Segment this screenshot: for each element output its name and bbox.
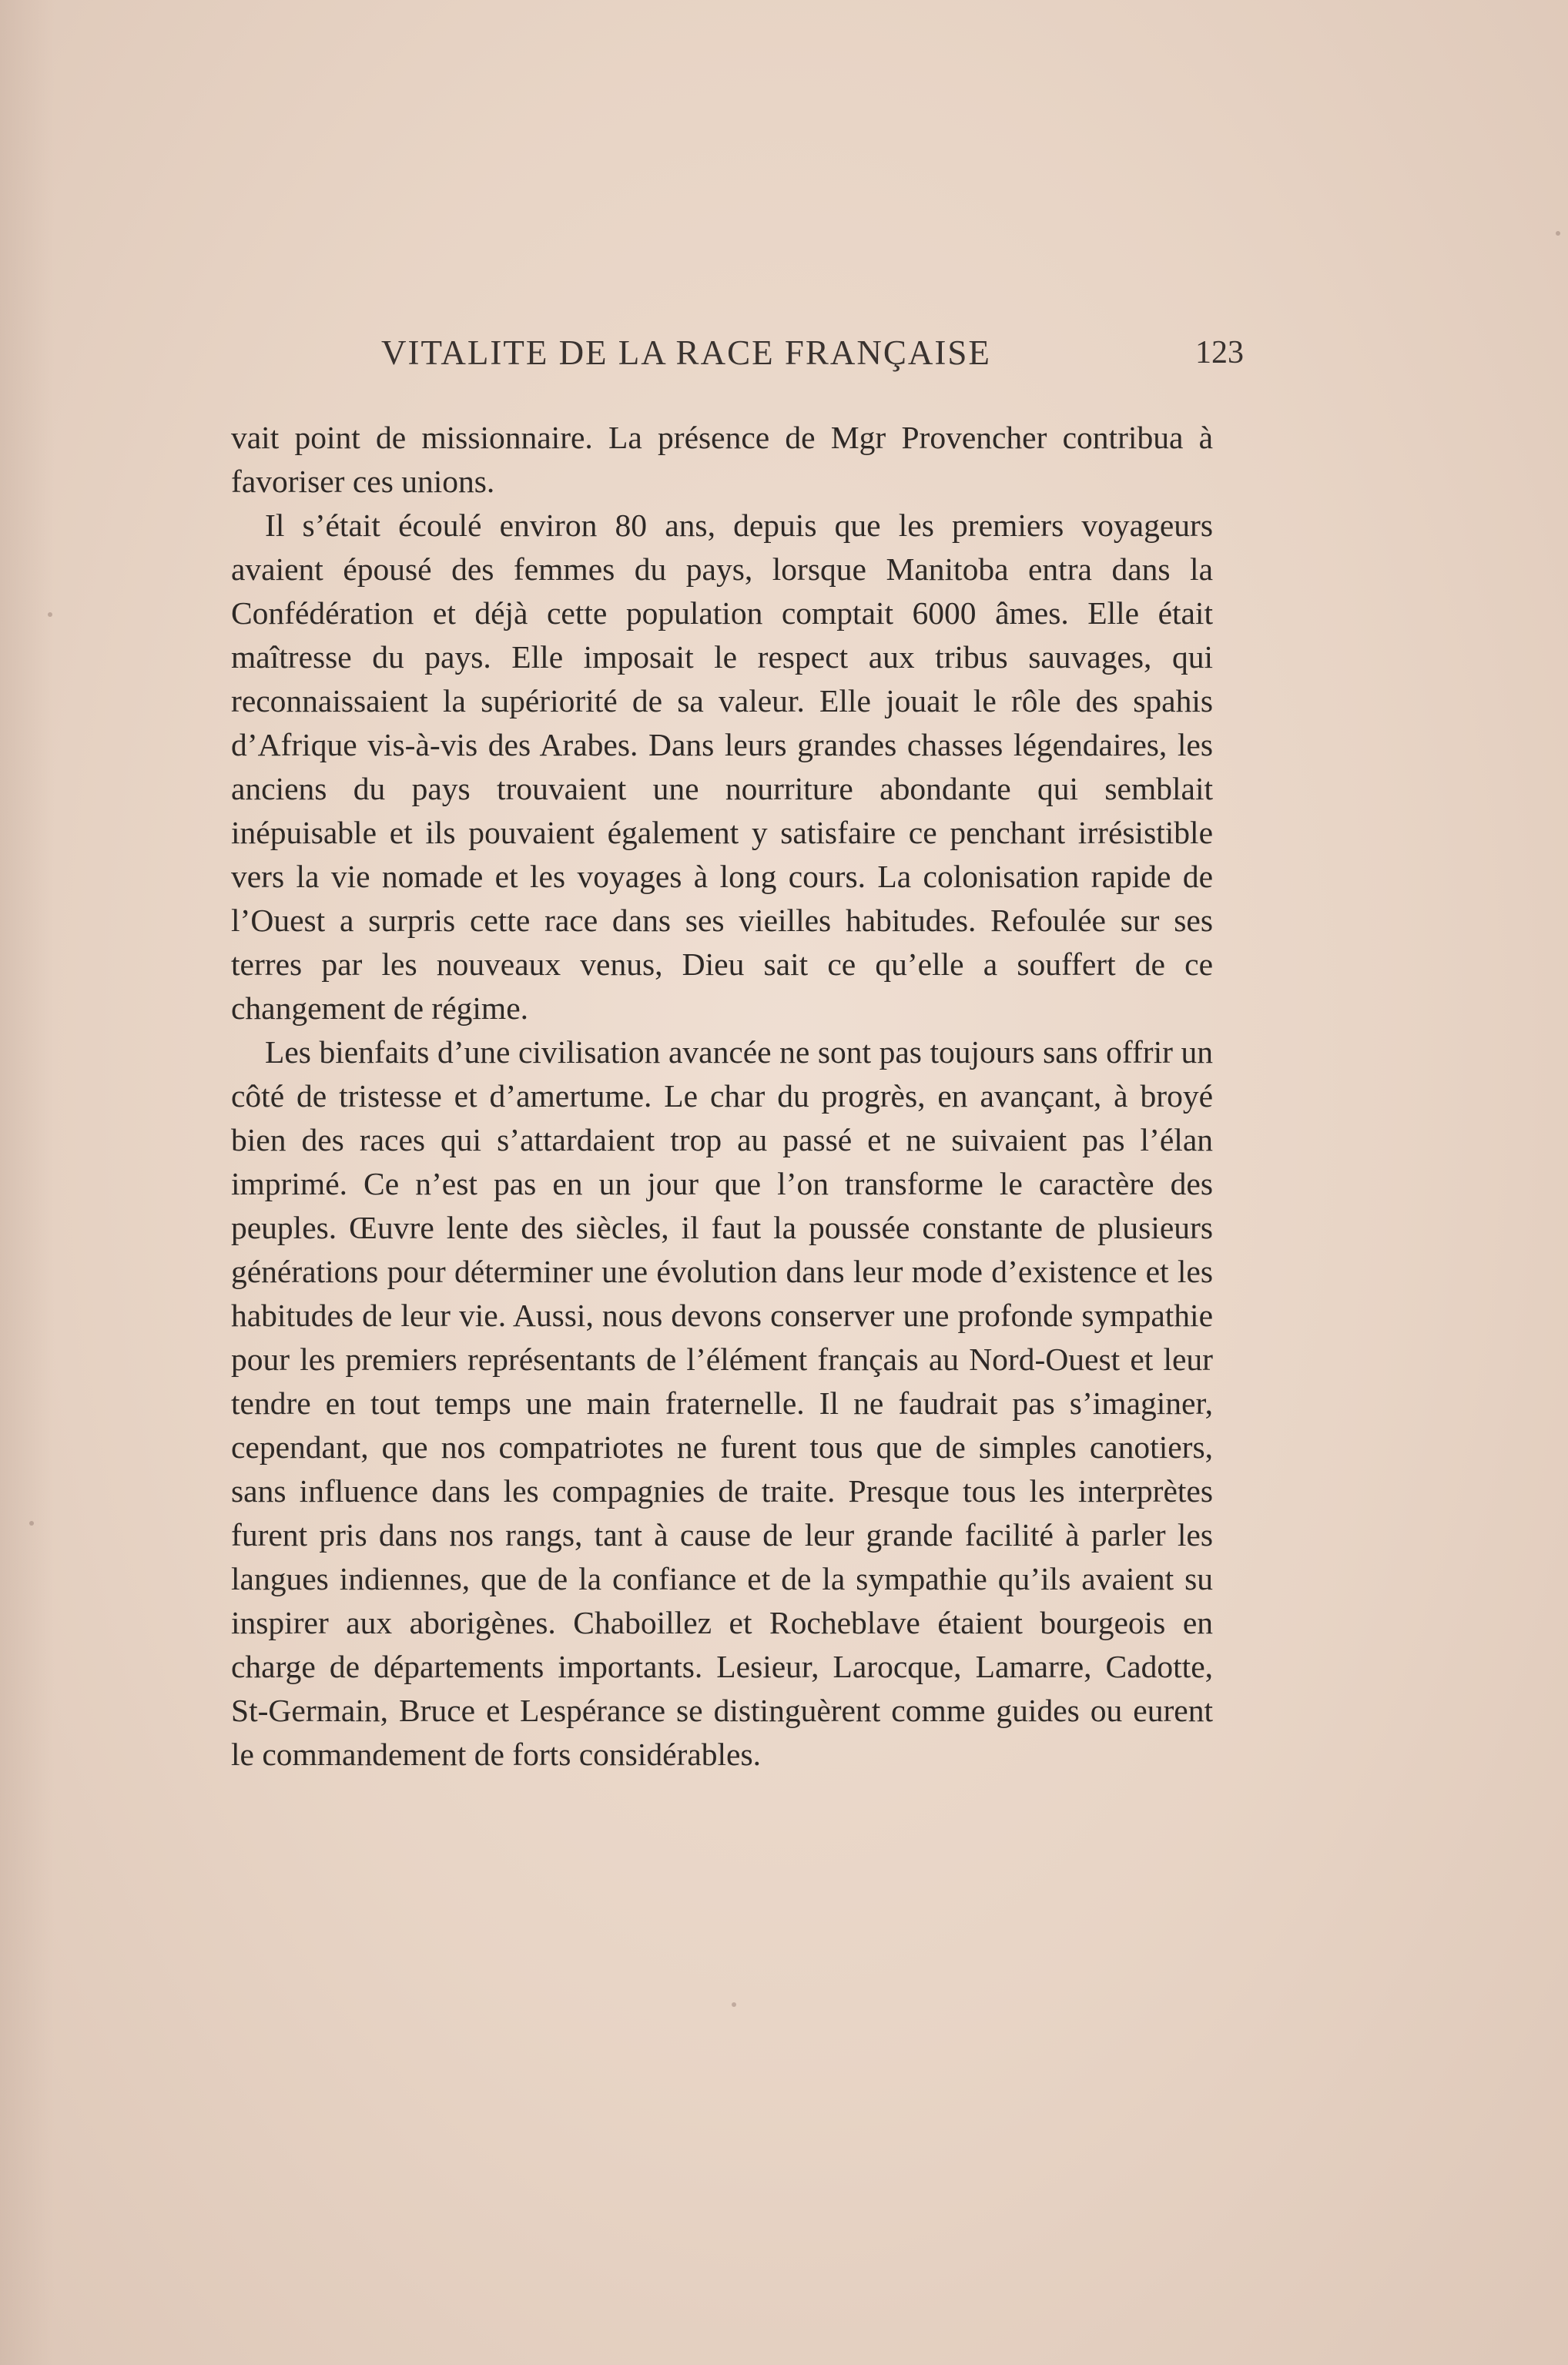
page-edge-shadow <box>0 0 54 2365</box>
running-title: VITALITE DE LA RACE FRANÇAISE <box>381 333 991 372</box>
paragraph-1: vait point de missionnaire. La présence de Mgr Provencher contribua à favoriser ces unions. <box>231 420 1213 499</box>
paragraph-2: Il s’était écoulé environ 80 ans, depuis que les premiers voyageurs avaient épousé des femmes du pays, lorsque Manitoba entra dans la Confédération et déjà cette population comptait 6000 âmes. Elle était maîtresse du pays. Elle imposait le respect aux tribus sauvages, qui reconnaissaient la supériorité de sa valeur. Elle jouait le rôle des spahis d’Afrique vis-à-vis des Arabes. Dans leurs grandes chasses légendaires, les anciens du pays trouvaient une nourriture abondante qui semblait inépuisable et ils pouvaient également y satisfaire ce penchant irrésistible vers la vie nomade et les voyages à long cours. La colonisation rapide de l’Ouest a surpris cette race dans ses vieilles habitudes. Refoulée sur ses terres par les nouveaux venus, Dieu sait ce qu’elle a souffert de ce changement de régime. <box>231 508 1213 1026</box>
paper-speck <box>29 1521 34 1526</box>
body-text <box>231 416 1213 1777</box>
page-number: 123 <box>1195 335 1244 370</box>
running-head <box>381 333 1244 387</box>
paper-speck <box>48 612 52 617</box>
paragraph-3: Les bienfaits d’une civilisation avancée ne sont pas toujours sans offrir un côté de tristesse et d’amertume. Le char du progrès, en avançant, à broyé bien des races qui s’attardaient trop au passé et ne suivaient pas l’élan imprimé. Ce n’est pas en un jour que l’on transforme le caractère des peuples. Œuvre lente des siècles, il faut la poussée constante de plusieurs générations pour déterminer une évolution dans leur mode d’existence et les habitudes de leur vie. Aussi, nous devons conserver une profonde sympathie pour les premiers représentants de l’élément français au Nord-Ouest et leur tendre en tout temps une main fraternelle. Il ne faudrait pas s’imaginer, cependant, que nos compatriotes ne furent tous que de simples canotiers, sans influence dans les compagnies de traite. Presque tous les interprètes furent pris dans nos rangs, tant à cause de leur grande facilité à parler les langues indiennes, que de la confiance et de la sympathie qu’ils avaient su inspirer aux aborigènes. Chaboillez et Rocheblave étaient bourgeois en charge de départements importants. Lesieur, Larocque, Lamarre, Cadotte, St-Germain, Bruce et Lespérance se distinguèrent comme guides ou eurent le commandement de forts considérables. <box>231 1034 1213 1772</box>
paper-speck <box>732 2002 736 2007</box>
paper-speck <box>1556 231 1560 236</box>
